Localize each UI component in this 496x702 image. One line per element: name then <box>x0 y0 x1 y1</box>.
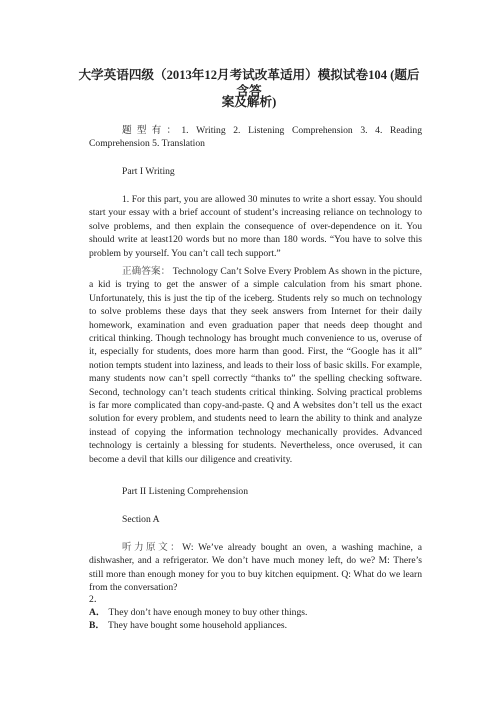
option-b-letter: B． <box>89 620 105 631</box>
option-a-letter: A． <box>89 607 106 618</box>
answer-block <box>89 265 422 466</box>
option-a-text: They don’t have enough money to buy other things. <box>108 607 308 618</box>
answer-label: 正确答案： <box>122 266 171 277</box>
question-1-text: 1. For this part, you are allowed 30 minutes to write a short essay. You should start your essay with a brief account of student’s increasing reliance on technology to solve problems, and then explain the consequence of over-dependence on it. You should write at least120 words but no more than 180 words. “You have to solve this problem by yourself. You can’t call tech support.” <box>89 194 422 259</box>
question-types: 题型有：1. Writing 2. Listening Comprehension 3. 4. Reading Comprehension 5. Translation <box>89 125 422 150</box>
question-2-number: 2． <box>89 594 104 605</box>
option-b[interactable] <box>89 619 287 632</box>
transcript-text: W: We’ve already bought an oven, a washing machine, a dishwasher, and a refrigerator. We don’t have much money left, do we? M: There’s still more than enough money for you to buy kitchen equipment. Q: What do we learn from the conversation? <box>89 542 422 594</box>
document-title-line2: 案及解析) <box>221 95 277 109</box>
transcript-label: 听力原文： <box>122 542 183 553</box>
part2-heading: Part II Listening Comprehension <box>122 486 249 497</box>
answer-text: Technology Can’t Solve Every Problem As shown in the picture, a kid is trying to get the answer of a simple calculation from his smart phone. Unfortunately, this is just the tip of the iceberg. Students rely so much on technology to solve problems these days that they seek answers from Internet for their daily homework, examination and even graduation paper that needs deep thought and critical thinking. Though technology has brought much convenience to us, overuse of it, especially for students, does more harm than good. First, the “Google has it all” notion tempts student into laziness, and leads to their loss of basic skills. For example, many students now can’t spell correctly “thanks to” the spelling checking software. Second, technology can’t teach students critical thinking. Solving practical problems is far more complicated than copy-and-paste. Q and A websites don’t tell us the exact solution for every problem, and students need to learn the ability to think and analyze instead of copying the information technology mechanically provides. Advanced technology is certainly a blessing for students. Nevertheless, once overused, it can become a devil that kills our diligence and creativity. <box>89 266 422 465</box>
section-a-heading: Section A <box>122 514 160 525</box>
option-b-text: They have bought some household appliances. <box>108 620 288 631</box>
option-a[interactable] <box>89 606 307 619</box>
part1-heading: Part I Writing <box>122 166 175 177</box>
document-title-line1: 大学英语四级（2013年12月考试改革适用）模拟试卷104 (题后含答 <box>78 68 420 98</box>
transcript-block <box>89 541 422 595</box>
